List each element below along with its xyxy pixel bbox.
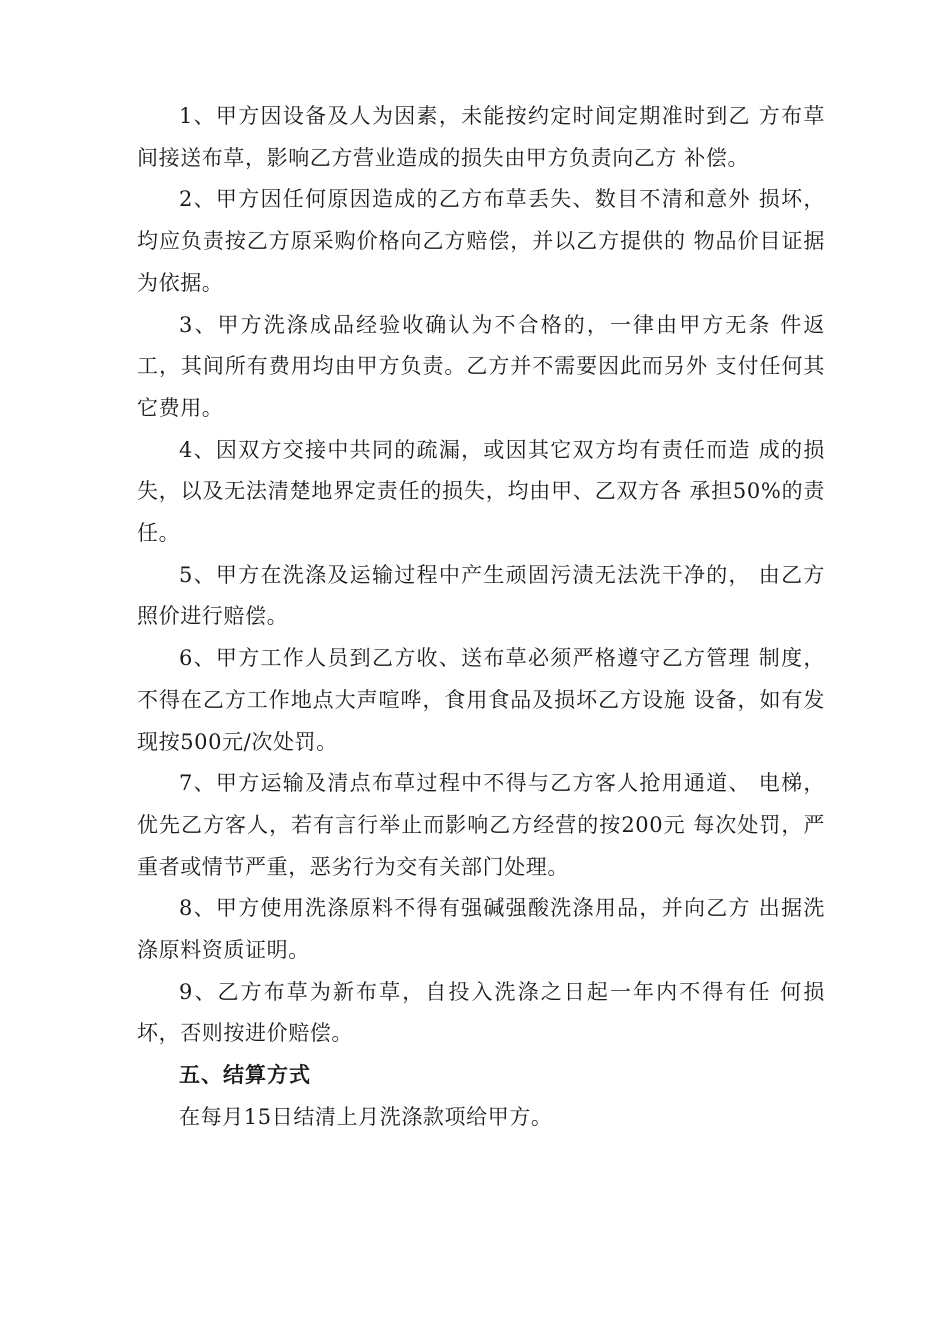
clause-7: 7、甲方运输及清点布草过程中不得与乙方客人抢用通道、 电梯，优先乙方客人，若有言行举止而影响乙方经营的按200元 每次处罚，严重者或情节严重，恶劣行为交有关部门处理。 [137, 771, 825, 879]
clause-5: 5、甲方在洗涤及运输过程中产生顽固污渍无法洗干净的， 由乙方照价进行赔偿。 [137, 562, 825, 629]
clause-1: 1、甲方因设备及人为因素，未能按约定时间定期准时到乙 方布草间接送布草，影响乙方营业造成的损失由甲方负责向乙方 补偿。 [137, 104, 825, 170]
clause-4: 4、因双方交接中共同的疏漏，或因其它双方均有责任而造 成的损失，以及无法清楚地界定责任的损失，均由甲、乙双方各 承担50%的责任。 [137, 437, 825, 546]
document-body [137, 96, 825, 1139]
section-heading-settlement: 五、结算方式 [179, 1063, 311, 1088]
clause-6: 6、甲方工作人员到乙方收、送布草必须严格遵守乙方管理 制度，不得在乙方工作地点大声喧哗，食用食品及损坏乙方设施 设备，如有发现按500元/次处罚。 [137, 646, 825, 754]
clause-3: 3、甲方洗涤成品经验收确认为不合格的，一律由甲方无条 件返工，其间所有费用均由甲方负责。乙方并不需要因此而另外 支付任何其它费用。 [137, 312, 825, 420]
settlement-text: 在每月15日结清上月洗涤款项给甲方。 [179, 1104, 553, 1129]
clause-8: 8、甲方使用洗涤原料不得有强碱强酸洗涤用品，并向乙方 出据洗涤原料资质证明。 [137, 896, 825, 963]
clause-9: 9、乙方布草为新布草，自投入洗涤之日起一年内不得有任 何损坏，否则按进价赔偿。 [137, 979, 825, 1046]
clause-2: 2、甲方因任何原因造成的乙方布草丢失、数目不清和意外 损坏，均应负责按乙方原采购价格向乙方赔偿，并以乙方提供的 物品价目证据为依据。 [137, 187, 825, 295]
